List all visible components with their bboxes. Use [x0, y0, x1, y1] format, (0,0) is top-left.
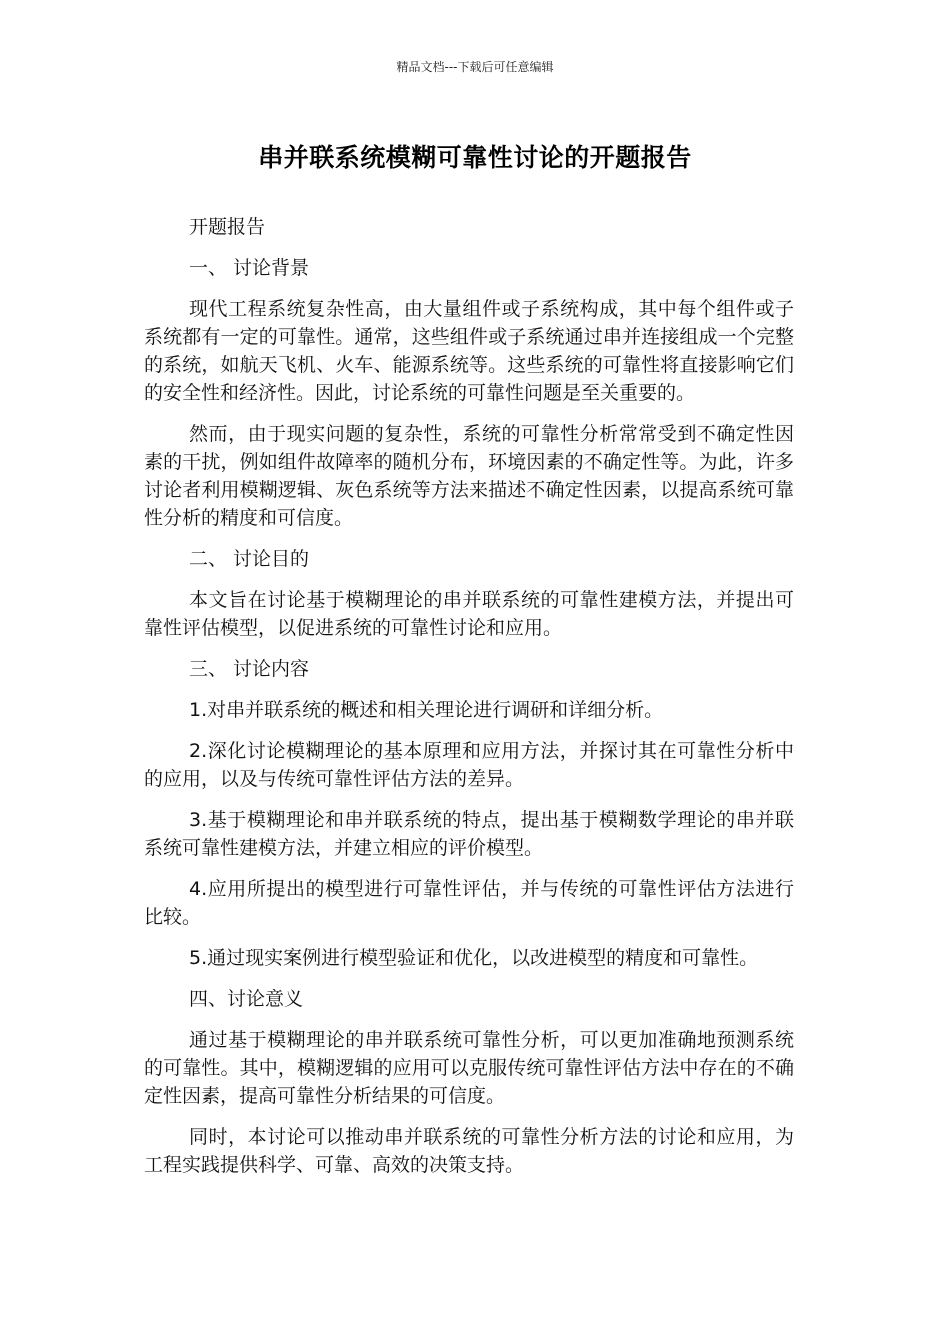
content-item-1: 1.对串并联系统的概述和相关理论进行调研和详细分析。 — [189, 699, 664, 721]
section-heading-purpose: 二、 讨论目的 — [189, 548, 310, 570]
content-item-3: 3.基于模糊理论和串并联系统的特点，提出基于模糊数学理论的串并联系统可靠性建模方法，并建立相应的评价模型。 — [144, 809, 794, 859]
content-item-5: 5.通过现实案例进行模型验证和优化，以改进模型的精度和可靠性。 — [189, 947, 759, 969]
section-heading-significance: 四、讨论意义 — [189, 988, 304, 1010]
paragraph-background-1: 现代工程系统复杂性高，由大量组件或子系统构成，其中每个组件或子系统都有一定的可靠性。通常，这些组件或子系统通过串并连接组成一个完整的系统，如航天飞机、火车、能源系统等。这些系统的可靠性将直接影响它们的安全性和经济性。因此，讨论系统的可靠性问题是至关重要的。 — [144, 298, 794, 404]
content-item-2: 2.深化讨论模糊理论的基本原理和应用方法，并探讨其在可靠性分析中的应用，以及与传统可靠性评估方法的差异。 — [144, 740, 794, 790]
document-body — [144, 213, 794, 1192]
document-title: 串并联系统模糊可靠性讨论的开题报告 — [258, 143, 692, 172]
label-report: 开题报告 — [189, 216, 266, 238]
header-note: 精品文档---下载后可任意编辑 — [396, 60, 554, 74]
section-heading-content: 三、 讨论内容 — [189, 658, 310, 680]
paragraph-significance-2: 同时，本讨论可以推动串并联系统的可靠性分析方法的讨论和应用，为工程实践提供科学、可靠、高效的决策支持。 — [144, 1126, 794, 1176]
paragraph-significance-1: 通过基于模糊理论的串并联系统可靠性分析，可以更加准确地预测系统的可靠性。其中，模糊逻辑的应用可以克服传统可靠性评估方法中存在的不确定性因素，提高可靠性分析结果的可信度。 — [144, 1029, 794, 1107]
paragraph-background-2: 然而，由于现实问题的复杂性，系统的可靠性分析常常受到不确定性因素的干扰，例如组件故障率的随机分布，环境因素的不确定性等。为此，许多讨论者利用模糊逻辑、灰色系统等方法来描述不确定性因素，以提高系统可靠性分析的精度和可信度。 — [144, 423, 794, 529]
section-heading-background: 一、 讨论背景 — [189, 257, 310, 279]
content-item-4: 4.应用所提出的模型进行可靠性评估，并与传统的可靠性评估方法进行比较。 — [144, 878, 794, 928]
paragraph-purpose: 本文旨在讨论基于模糊理论的串并联系统的可靠性建模方法，并提出可靠性评估模型，以促进系统的可靠性讨论和应用。 — [144, 589, 794, 639]
